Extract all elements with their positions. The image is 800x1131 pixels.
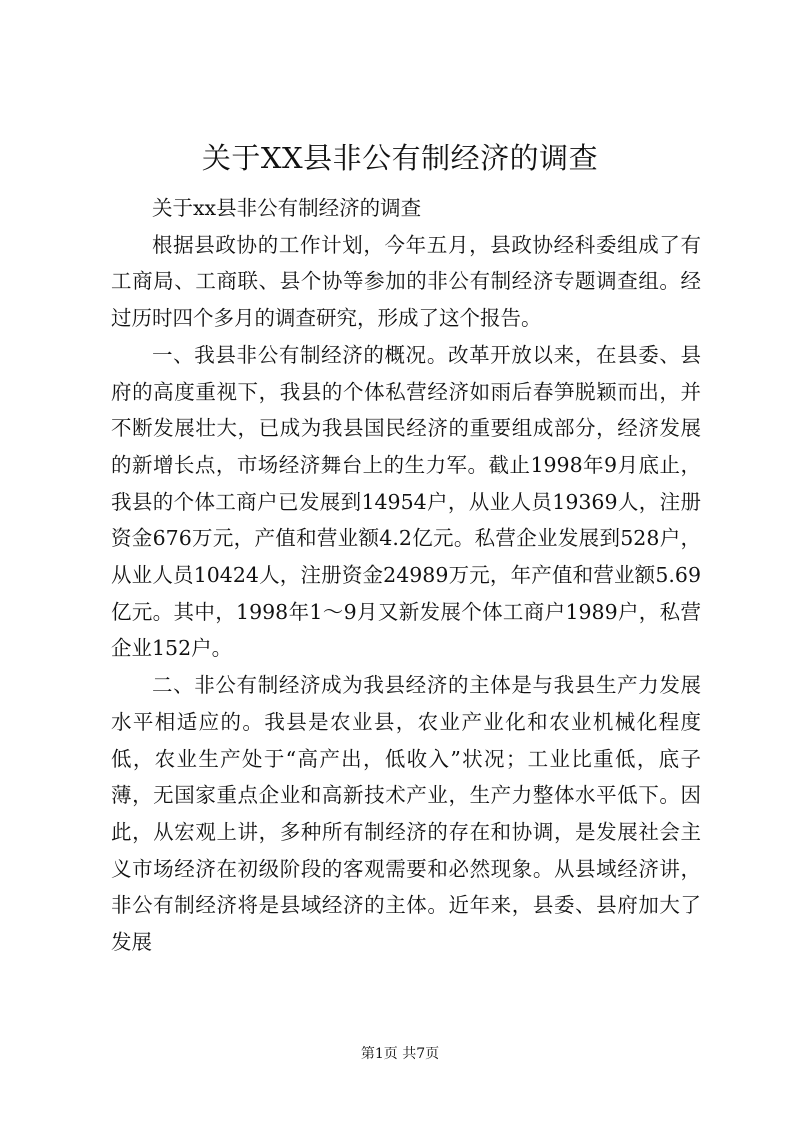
subtitle-paragraph: 关于xx县非公有制经济的调查 xyxy=(152,196,422,220)
document-title: 关于XX县非公有制经济的调查 xyxy=(201,141,599,175)
intro-paragraph: 根据县政协的工作计划，今年五月，县政协经科委组成了有工商局、工商联、县个协等参加的非公有制经济专题调查组。经过历时四个多月的调查研究，形成了这个报告。 xyxy=(111,232,701,331)
page-footer: 第1页 共7页 xyxy=(360,1046,440,1062)
overview-paragraph: 一、我县非公有制经济的概况。改革开放以来，在县委、县府的高度重视下，我县的个体私营经济如雨后春笋脱颖而出，并不断发展壮大，已成为我县国民经济的重要组成部分，经济发展的新增长点，市场经济舞台上的生力军。截止1998年9月底止，我县的个体工商户已发展到14954户，从业人员19369人，注册资金676万元，产值和营业额4.2亿元。私营企业发展到528户，从业人员10424人，注册资金24989万元，年产值和营业额5.69亿元。其中，1998年1～9月又新发展个体工商户1989户，私营企业152户。 xyxy=(111,342,701,661)
main-body-paragraph: 二、非公有制经济成为我县经济的主体是与我县生产力发展水平相适应的。我县是农业县，农业产业化和农业机械化程度低，农业生产处于“高产出，低收入”状况；工业比重低，底子薄，无国家重点企业和高新技术产业，生产力整体水平低下。因此，从宏观上讲，多种所有制经济的存在和协调，是发展社会主义市场经济在初级阶段的客观需要和必然现象。从县域经济讲，非公有制经济将是县域经济的主体。近年来，县委、县府加大了发展 xyxy=(111,673,701,955)
document-body xyxy=(111,190,701,961)
